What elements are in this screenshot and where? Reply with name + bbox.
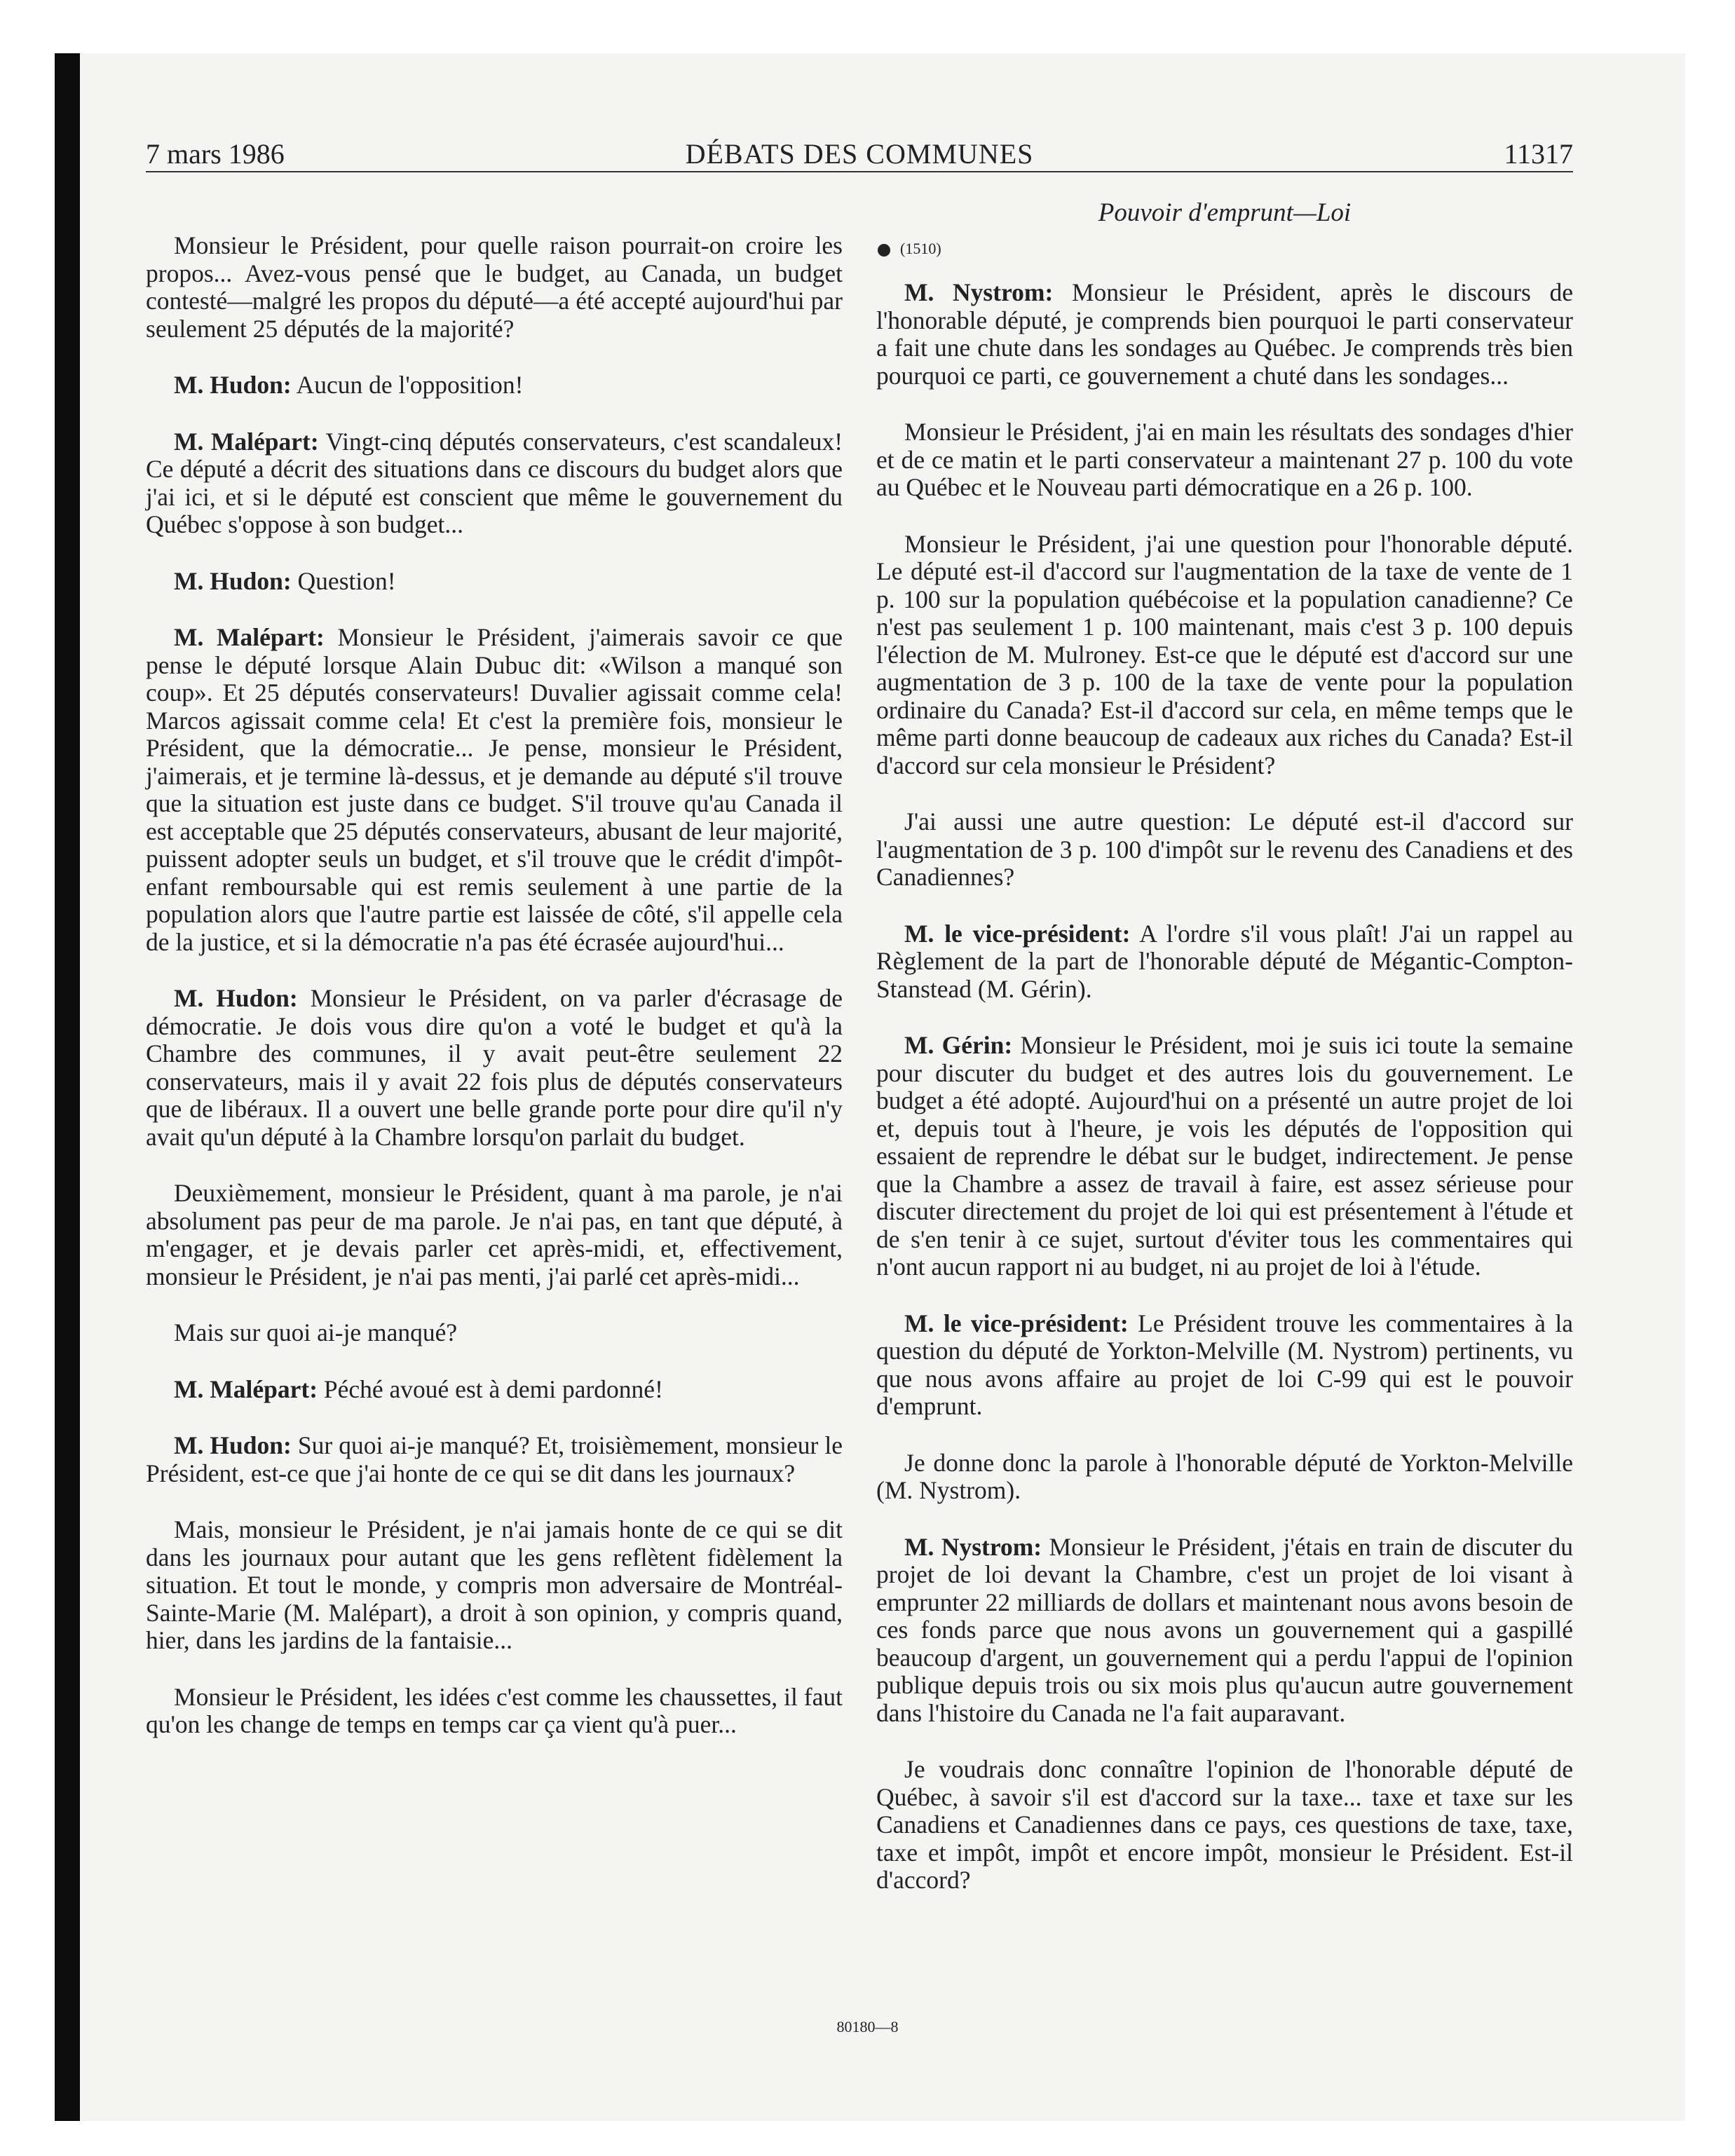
timestamp-marker xyxy=(878,238,941,259)
speaker-name: M. Malépart: xyxy=(174,427,319,456)
paragraph xyxy=(146,568,843,596)
bullet-icon xyxy=(878,244,890,257)
speaker-name: M. Nystrom: xyxy=(904,1532,1042,1561)
speaker-name: M. Hudon: xyxy=(174,984,298,1012)
speaker-name: M. le vice-président: xyxy=(904,919,1131,948)
paragraph xyxy=(876,920,1573,1004)
paragraph xyxy=(146,1319,843,1347)
speech-text: Question! xyxy=(291,566,396,595)
speech-text: Mais, monsieur le Président, je n'ai jamais honte de ce qui se dit dans les journaux pour autant que les gens reflètent fidèlement la situation. Et tout le monde, y compris mon adversaire de Montréal-Sainte-Marie (M. Malépart), a droit à son opinion, y compris quand, hier, dans les jardins de la fantaisie... xyxy=(146,1515,843,1654)
speech-text: Monsieur le Président, pour quelle raison pourrait-on croire les propos... Avez-vous pensé que le budget, au Canada, un budget contesté—malgré les propos du député—a été accepté aujourd'hui par seulement 25 députés de la majorité? xyxy=(146,231,843,343)
header-page-number: 11317 xyxy=(1504,138,1573,170)
speech-text: Monsieur le Président, après le discours de l'honorable député, je comprends bien pourquoi le parti conservateur a fait une chute dans les sondages au Québec. Je comprends très bien pourquoi ce parti, ce gouvernement a chuté dans les sondages... xyxy=(876,278,1573,390)
speech-text: Sur quoi ai-je manqué? Et, troisièmement, monsieur le Président, est-ce que j'ai honte de ce qui se dit dans les journaux? xyxy=(146,1431,843,1487)
header-date: 7 mars 1986 xyxy=(146,138,285,170)
paragraph xyxy=(146,1180,843,1290)
paragraph xyxy=(146,371,843,400)
timestamp-text: (1510) xyxy=(900,240,941,257)
speaker-name: M. Malépart: xyxy=(174,623,325,651)
paragraph xyxy=(876,1449,1573,1505)
speaker-name: M. Malépart: xyxy=(174,1374,318,1403)
speech-text: Aucun de l'opposition! xyxy=(291,371,524,399)
right-column xyxy=(876,279,1573,1923)
paragraph xyxy=(146,1432,843,1487)
paragraph xyxy=(876,531,1573,780)
paragraph xyxy=(146,232,843,343)
speech-text: A l'ordre s'il vous plaît! J'ai un rappel au Règlement de la part de l'honorable député de Mégantic-Compton-Stanstead (M. Gérin). xyxy=(876,919,1573,1003)
print-code: 80180—8 xyxy=(836,2018,899,2035)
speech-text: Monsieur le Président, les idées c'est comme les chaussettes, il faut qu'on les change de temps en temps car ça vient qu'à puer... xyxy=(146,1682,843,1738)
paragraph xyxy=(146,624,843,956)
speech-text: Le Président trouve les commentaires à la question du député de Yorkton-Melville (M. Nystrom) pertinents, vu que nous avons affaire au projet de loi C-99 qui est le pouvoir d'emprunt. xyxy=(876,1309,1573,1420)
paragraph xyxy=(146,985,843,1151)
speech-text: Péché avoué est à demi pardonné! xyxy=(318,1374,663,1403)
paragraph xyxy=(876,1032,1573,1281)
paragraph xyxy=(876,1310,1573,1421)
speech-text: Deuxièmement, monsieur le Président, quant à ma parole, je n'ai absolument pas peur de ma parole. Je n'ai pas, en tant que député, à m'engager, et je devais parler cet après-midi, et, effectivement, monsieur le Président, je n'ai pas menti, j'ai parlé cet après-midi... xyxy=(146,1179,843,1290)
speaker-name: M. Nystrom: xyxy=(904,278,1054,306)
speaker-name: M. Hudon: xyxy=(174,566,292,595)
speech-text: Monsieur le Président, j'ai une question pour l'honorable député. Le député est-il d'accord sur l'augmentation de la taxe de vente de 1 p. 100 sur la population québécoise et la population canadienne? Ce n'est pas seulement 1 p. 100 maintenant, mais c'est 3 p. 100 depuis l'élection de M. Mulroney. Est-ce que le député est d'accord sur une augmentation de 3 p. 100 de la taxe de vente pour la population ordinaire du Canada? Est-il d'accord sur cela, en même temps que le même parti donne beaucoup de cadeaux aux riches du Canada? Est-il d'accord sur cela monsieur le Président? xyxy=(876,529,1573,779)
speech-text: Monsieur le Président, moi je suis ici toute la semaine pour discuter du budget et des autres lois du gouvernement. Le budget a été adopté. Aujourd'hui on a présenté un autre projet de loi et, depuis tout à l'heure, je vois les députés de l'opposition qui essaient de reprendre le débat sur le budget, indirectement. Je pense que la Chambre a assez de travail à faire, est assez sérieuse pour discuter directement du projet de loi qui est présentement à l'étude et de s'en tenir à ce sujet, surtout d'éviter tous les commentaires qui n'ont aucun rapport ni au budget, ni au projet de loi à l'étude. xyxy=(876,1031,1574,1281)
paragraph xyxy=(876,1534,1573,1728)
speech-text: J'ai aussi une autre question: Le député est-il d'accord sur l'augmentation de 3 p. 100 d'impôt sur le revenu des Canadiens et des Canadiennes? xyxy=(876,807,1573,891)
speaker-name: M. Hudon: xyxy=(174,371,292,399)
speech-text: Je donne donc la parole à l'honorable député de Yorkton-Melville (M. Nystrom). xyxy=(876,1448,1573,1504)
speech-text: Monsieur le Président, j'étais en train de discuter du projet de loi devant la Chambre, c'est un projet de loi visant à emprunter 22 milliards de dollars et maintenant nous avons besoin de ces fonds parce que nous avons un gouvernement qui a gaspillé beaucoup d'argent, un gouvernement qui a perdu l'appui de l'opinion publique depuis trois ou six mois plus qu'aucun autre gouvernement dans l'histoire du Canada ne l'a fait auparavant. xyxy=(876,1532,1573,1727)
paragraph xyxy=(146,428,843,539)
left-column xyxy=(146,232,843,1768)
speech-text: Mais sur quoi ai-je manqué? xyxy=(174,1318,458,1346)
scan-edge-bar xyxy=(55,53,80,2121)
speech-text: Je voudrais donc connaître l'opinion de l'honorable député de Québec, à savoir s'il est d'accord sur la taxe... taxe et taxe sur les Canadiens et Canadiennes dans ce pays, ces questions de taxe, taxe, taxe et impôt, impôt et encore impôt, monsieur le Président. Est-il d'accord? xyxy=(876,1755,1573,1894)
paragraph xyxy=(146,1516,843,1655)
header-title: DÉBATS DES COMMUNES xyxy=(685,138,1034,170)
running-header xyxy=(146,137,1573,172)
paragraph xyxy=(876,1756,1573,1895)
speaker-name: M. Hudon: xyxy=(174,1431,292,1459)
paragraph xyxy=(146,1376,843,1404)
paragraph xyxy=(876,418,1573,502)
speech-text: Vingt-cinq députés conservateurs, c'est scandaleux! Ce député a décrit des situations dans ce discours du budget alors que j'ai ici, et si le député est conscient que même le gouvernement du Québec s'oppose à son budget... xyxy=(146,427,843,538)
paragraph xyxy=(146,1684,843,1739)
paragraph xyxy=(876,279,1573,390)
paragraph xyxy=(876,808,1573,892)
speech-text: Monsieur le Président, j'aimerais savoir ce que pense le député lorsque Alain Dubuc dit: «Wilson a manqué son coup». Et 25 députés conservateurs! Duvalier agissait comme cela! Marcos agissait comme cela! Et c'est la première fois, monsieur le Président, que la démocratie... Je pense, monsieur le Président, j'aimerais, et je termine là-dessus, et je demande au député s'il trouve que la situation est juste dans ce budget. S'il trouve qu'au Canada il est acceptable que 25 députés conservateurs, abusant de leur majorité, puissent adopter seuls un budget, et s'il trouve que le crédit d'impôt-enfant remboursable qui est remis seulement à une partie de la population alors que l'autre partie est laissée de côté, s'il appelle cela de la justice, et si la démocratie n'a pas été écrasée aujourd'hui... xyxy=(146,623,843,956)
speaker-name: M. le vice-président: xyxy=(904,1309,1129,1337)
speech-text: Monsieur le Président, on va parler d'écrasage de démocratie. Je dois vous dire qu'on a voté le budget et qu'à la Chambre des communes, il y avait peut-être seulement 22 conservateurs, mais il y avait 22 fois plus de députés conservateurs que de libéraux. Il a ouvert une belle grande porte pour dire qu'il n'y avait qu'un député à la Chambre lorsqu'on parlait du budget. xyxy=(146,984,843,1151)
speaker-name: M. Gérin: xyxy=(904,1031,1013,1059)
speech-text: Monsieur le Président, j'ai en main les résultats des sondages d'hier et de ce matin et le parti conservateur a maintenant 27 p. 100 du vote au Québec et le Nouveau parti démocratique en a 26 p. 100. xyxy=(876,418,1573,501)
subject-heading: Pouvoir d'emprunt—Loi xyxy=(1098,198,1352,227)
